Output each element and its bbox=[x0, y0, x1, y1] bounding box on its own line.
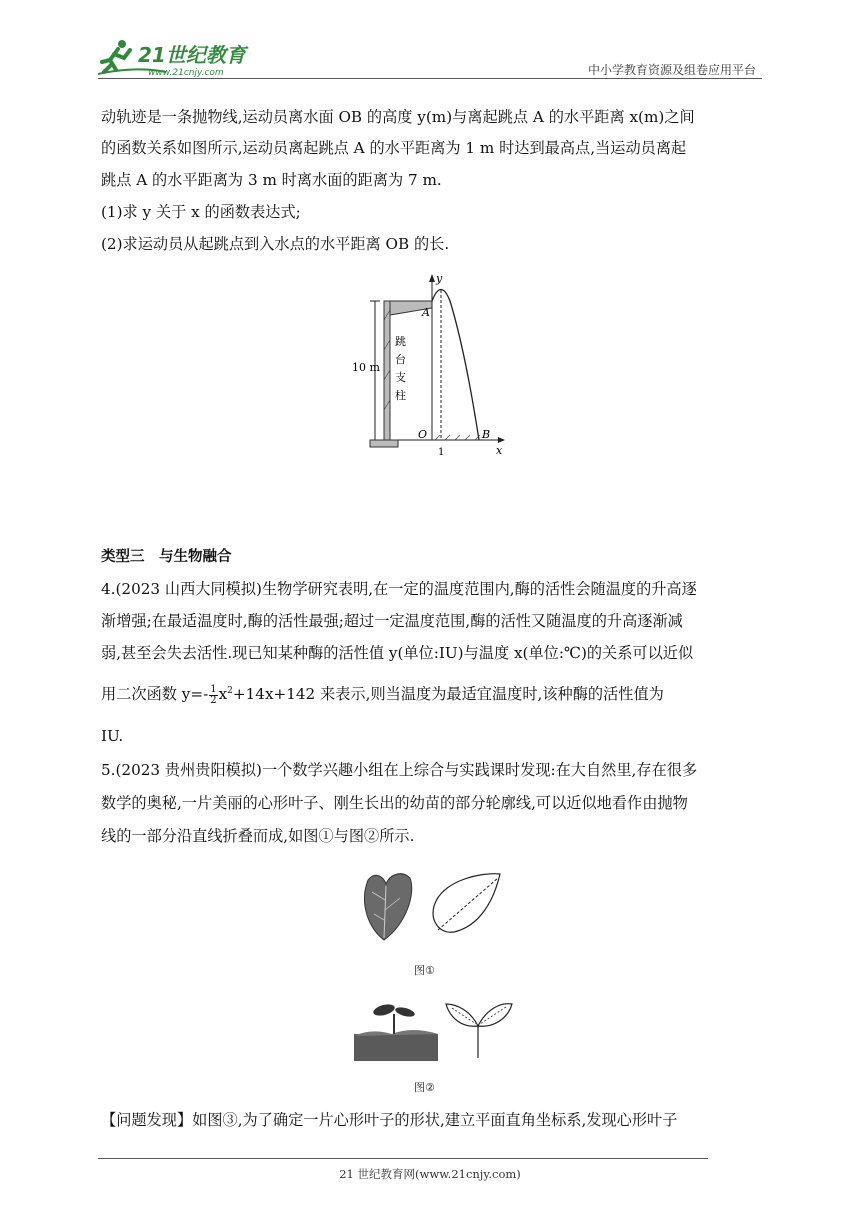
figure2-caption: 图② bbox=[414, 1081, 435, 1094]
figure1-caption: 图① bbox=[414, 964, 435, 977]
y-axis-label: y bbox=[436, 272, 443, 285]
problem4-line3: 弱,甚至会失去活性.现已知某种酶的活性值 y(单位:IU)与温度 x(单位:℃)的关系可以近似 bbox=[101, 644, 694, 662]
diving-parabola-figure bbox=[350, 270, 510, 460]
problem4-line1: 4.(2023 山西大同模拟)生物学研究表明,在一定的温度范围内,酶的活性会随温度的升高逐 bbox=[101, 580, 697, 598]
problem3-line3: 跳点 A 的水平距离为 3 m 时离水面的距离为 7 m. bbox=[101, 171, 442, 189]
tick-1-label: 1 bbox=[438, 447, 445, 458]
problem3-question2: (2)求运动员从起跳点到入水点的水平距离 OB 的长. bbox=[101, 235, 450, 253]
problem5-line1: 5.(2023 贵州贵阳模拟)一个数学兴趣小组在上综合与实践课时发现:在大自然里,存在很多 bbox=[101, 761, 698, 779]
logo-url: www.21cnjy.com bbox=[148, 68, 224, 78]
seedling-outline-icon bbox=[446, 1004, 512, 1058]
footer-divider bbox=[98, 1158, 708, 1159]
problem4-line4: 用二次函数 y=- $\frac{1}{2}$ $x^2+14x+142$ 来表示,则当温度为最适宜温度时,该种酶的活性值为 bbox=[101, 683, 664, 706]
leaf-figure-1 bbox=[362, 870, 504, 945]
problem3-line2: 的函数关系如图所示,运动员离起跳点 A 的水平距离为 1 m 时达到最高点,当运动员离起 bbox=[101, 139, 687, 157]
site-logo bbox=[96, 36, 266, 80]
x-axis-label: x bbox=[496, 444, 503, 457]
header-site-title: 中小学教育资源及组卷应用平台 bbox=[587, 63, 756, 77]
height-label: 10 m bbox=[352, 361, 380, 374]
problem4-line4-post: +14x+142 来表示,则当温度为最适宜温度时,该种酶的活性值为 bbox=[232, 685, 664, 704]
section-title: 类型三 与生物融合 bbox=[101, 549, 232, 565]
pillar-label-2: 台 bbox=[395, 353, 406, 366]
pillar-label-3: 支 bbox=[395, 371, 406, 384]
fraction-half: $\frac{1}{2}$ bbox=[210, 683, 217, 706]
problem3-question1: (1)求 y 关于 x 的函数表达式; bbox=[101, 203, 301, 221]
problem4-line5: IU. bbox=[101, 727, 124, 745]
problem5-line2: 数学的奥秘,一片美丽的心形叶子、刚生长出的幼苗的部分轮廓线,可以近似地看作由抛物 bbox=[101, 794, 688, 812]
logo-text: 21世纪教育 bbox=[138, 43, 246, 67]
pillar-label-1: 跳 bbox=[395, 335, 406, 348]
pillar-label-4: 柱 bbox=[395, 389, 406, 402]
header-divider bbox=[98, 78, 762, 79]
problem3-line1: 动轨迹是一条抛物线,运动员离水面 OB 的高度 y(m)与离起跳点 A 的水平距离 x(m)之间 bbox=[101, 108, 695, 126]
point-A-label: A bbox=[422, 306, 430, 319]
point-B-label: B bbox=[482, 428, 491, 441]
problem5-discovery-line: 【问题发现】如图③,为了确定一片心形叶子的形状,建立平面直角坐标系,发现心形叶子 bbox=[101, 1111, 678, 1129]
leaf-photo-icon bbox=[365, 874, 412, 940]
leaf-outline-icon bbox=[433, 874, 500, 933]
seedling-figure-2 bbox=[352, 998, 514, 1063]
problem5-line3: 线的一部分沿直线折叠而成,如图①与图②所示. bbox=[101, 827, 415, 845]
origin-label: O bbox=[418, 428, 428, 441]
footer-text: 21 世纪教育网(www.21cnjy.com) bbox=[339, 1167, 521, 1181]
problem4-line4-pre: 用二次函数 y=- bbox=[101, 685, 209, 704]
problem4-line2: 渐增强;在最适温度时,酶的活性最强;超过一定温度范围,酶的活性又随温度的升高逐渐减 bbox=[101, 612, 683, 630]
seedling-photo-icon bbox=[354, 1002, 438, 1061]
